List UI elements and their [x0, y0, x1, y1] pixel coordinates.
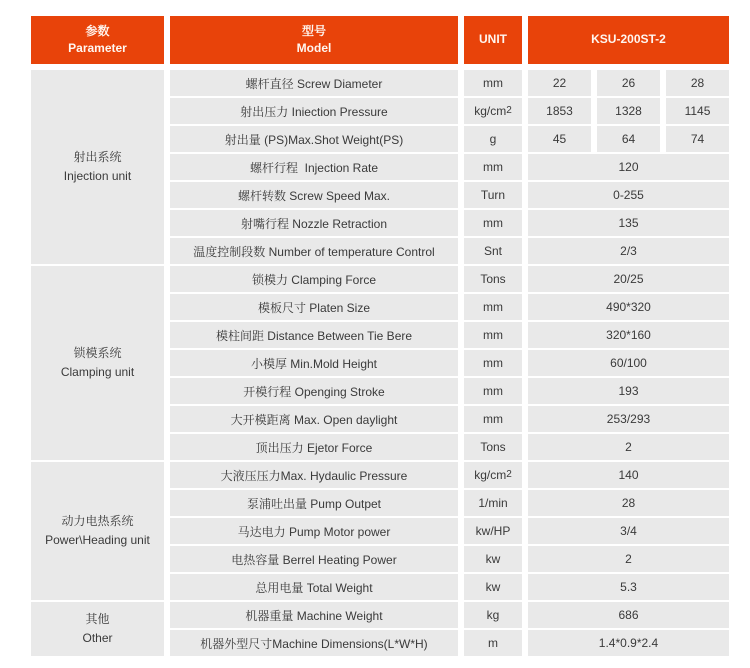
unit-cell: mm — [464, 378, 522, 404]
section-name-en: Other — [82, 631, 113, 645]
table-row — [170, 238, 729, 264]
value-area — [528, 546, 729, 572]
table-row — [170, 546, 729, 572]
section-name-zh: 射出系统 — [73, 149, 122, 164]
spec-label-cell: 螺杆行程 Injection Rate — [170, 154, 458, 180]
section-label-2 — [31, 266, 164, 460]
value-area — [528, 490, 729, 516]
value-area — [528, 238, 729, 264]
spec-label-cell: 模板尺寸 Platen Size — [170, 294, 458, 320]
value-area — [528, 462, 729, 488]
unit-cell: kg/cm 2 — [464, 462, 522, 488]
value-cell: 2 — [528, 434, 729, 460]
unit-cell: kg/cm 2 — [464, 98, 522, 124]
header-model-zh: 型号 — [301, 23, 326, 38]
section-name-zh: 锁模系统 — [73, 345, 122, 360]
table-row — [170, 406, 729, 432]
value-cell: 3/4 — [528, 518, 729, 544]
table-row — [170, 266, 729, 292]
table-row — [170, 98, 729, 124]
value-cell: 28 — [666, 70, 729, 96]
unit-cell: kw/HP — [464, 518, 522, 544]
value-cell: 0-255 — [528, 182, 729, 208]
value-cell: 1328 — [597, 98, 660, 124]
header-model-value — [528, 16, 729, 64]
value-cell: 320*160 — [528, 322, 729, 348]
header-unit-label: UNIT — [479, 32, 507, 47]
spec-label-cell: 温度控制段数 Number of temperature Control — [170, 238, 458, 264]
header-model — [170, 16, 458, 64]
table-row — [170, 490, 729, 516]
value-cell: 2/3 — [528, 238, 729, 264]
spec-label-cell: 机器重量 Machine Weight — [170, 602, 458, 628]
value-cell: 140 — [528, 462, 729, 488]
value-cell: 28 — [528, 490, 729, 516]
table-row — [170, 518, 729, 544]
spec-label-cell: 总用电量 Total Weight — [170, 574, 458, 600]
spec-label-cell: 锁模力 Clamping Force — [170, 266, 458, 292]
table-row — [170, 602, 729, 628]
header-model-value-label: KSU-200ST-2 — [591, 32, 666, 47]
spec-label-cell: 电热容量 Berrel Heating Power — [170, 546, 458, 572]
table-row — [170, 182, 729, 208]
parameter-column — [31, 70, 164, 656]
value-area — [528, 602, 729, 628]
table-row — [170, 630, 729, 656]
table-body — [31, 70, 729, 656]
value-area — [528, 518, 729, 544]
table-row — [170, 126, 729, 152]
value-area — [528, 210, 729, 236]
header-parameter-en: Parameter — [68, 41, 127, 55]
value-area — [528, 182, 729, 208]
unit-cell: Tons — [464, 266, 522, 292]
value-cell: 20/25 — [528, 266, 729, 292]
value-cell: 120 — [528, 154, 729, 180]
unit-cell: g — [464, 126, 522, 152]
value-cell: 135 — [528, 210, 729, 236]
table-row — [170, 210, 729, 236]
section-name-zh: 动力电热系统 — [61, 513, 134, 528]
value-area — [528, 126, 729, 152]
unit-cell: Turn — [464, 182, 522, 208]
unit-cell: Snt — [464, 238, 522, 264]
table-row — [170, 294, 729, 320]
spec-label-cell: 开模行程 Openging Stroke — [170, 378, 458, 404]
table-row — [170, 462, 729, 488]
table-row — [170, 350, 729, 376]
value-area — [528, 294, 729, 320]
spec-label-cell: 射出压力 Iniection Pressure — [170, 98, 458, 124]
unit-cell: mm — [464, 406, 522, 432]
header-unit — [464, 16, 522, 64]
value-cell: 26 — [597, 70, 660, 96]
value-area — [528, 322, 729, 348]
section-name-en: Clamping unit — [60, 365, 135, 379]
table-row — [170, 154, 729, 180]
unit-cell: m — [464, 630, 522, 656]
value-area — [528, 574, 729, 600]
section-label-4 — [31, 602, 164, 656]
spec-label-cell: 模柱间距 Distance Between Tie Bere — [170, 322, 458, 348]
unit-cell: mm — [464, 154, 522, 180]
spec-label-cell: 螺杆转数 Screw Speed Max. — [170, 182, 458, 208]
value-cell: 686 — [528, 602, 729, 628]
spec-label-cell: 机器外型尺寸Machine Dimensions(L*W*H) — [170, 630, 458, 656]
unit-cell: kw — [464, 546, 522, 572]
section-name-en: Injection unit — [63, 169, 132, 183]
value-area — [528, 266, 729, 292]
value-area — [528, 154, 729, 180]
table-row — [170, 322, 729, 348]
value-cell: 2 — [528, 546, 729, 572]
value-area — [528, 434, 729, 460]
spec-label-cell: 大液压压力Max. Hydaulic Pressure — [170, 462, 458, 488]
spec-label-cell: 马达电力 Pump Motor power — [170, 518, 458, 544]
spec-label-cell: 大开模距离 Max. Open daylight — [170, 406, 458, 432]
unit-cell: mm — [464, 294, 522, 320]
value-cell: 74 — [666, 126, 729, 152]
value-area — [528, 98, 729, 124]
section-name-en: Power\Heading unit — [45, 533, 150, 547]
unit-cell: Tons — [464, 434, 522, 460]
unit-cell: mm — [464, 350, 522, 376]
value-cell: 60/100 — [528, 350, 729, 376]
spec-label-cell: 射出量 (PS)Max.Shot Weight(PS) — [170, 126, 458, 152]
section-name-zh: 其他 — [85, 611, 110, 626]
unit-cell: kg — [464, 602, 522, 628]
unit-cell: mm — [464, 70, 522, 96]
table-row — [170, 70, 729, 96]
value-cell: 64 — [597, 126, 660, 152]
value-cell: 45 — [528, 126, 591, 152]
value-cell: 253/293 — [528, 406, 729, 432]
unit-cell: kw — [464, 574, 522, 600]
rows-area — [170, 70, 729, 656]
header-parameter — [31, 16, 164, 64]
unit-cell: mm — [464, 210, 522, 236]
value-cell: 1853 — [528, 98, 591, 124]
section-label-3 — [31, 462, 164, 600]
value-area — [528, 630, 729, 656]
spec-label-cell: 螺杆直径 Screw Diameter — [170, 70, 458, 96]
table-row — [170, 378, 729, 404]
spec-label-cell: 顶出压力 Ejetor Force — [170, 434, 458, 460]
header-model-en: Model — [296, 41, 332, 55]
value-cell: 1145 — [666, 98, 729, 124]
value-area — [528, 378, 729, 404]
value-area — [528, 70, 729, 96]
unit-cell: 1/min — [464, 490, 522, 516]
spec-label-cell: 小模厚 Min.Mold Height — [170, 350, 458, 376]
table-row — [170, 434, 729, 460]
value-area — [528, 406, 729, 432]
value-cell: 490*320 — [528, 294, 729, 320]
value-area — [528, 350, 729, 376]
table-header-row — [31, 16, 729, 64]
value-cell: 5.3 — [528, 574, 729, 600]
value-cell: 193 — [528, 378, 729, 404]
table-row — [170, 574, 729, 600]
value-cell: 1.4*0.9*2.4 — [528, 630, 729, 656]
section-label-1 — [31, 70, 164, 264]
spec-table — [31, 16, 729, 656]
header-parameter-zh: 参数 — [85, 23, 110, 38]
spec-label-cell: 泵浦吐出量 Pump Outpet — [170, 490, 458, 516]
unit-cell: mm — [464, 322, 522, 348]
value-cell: 22 — [528, 70, 591, 96]
spec-label-cell: 射嘴行程 Nozzle Retraction — [170, 210, 458, 236]
